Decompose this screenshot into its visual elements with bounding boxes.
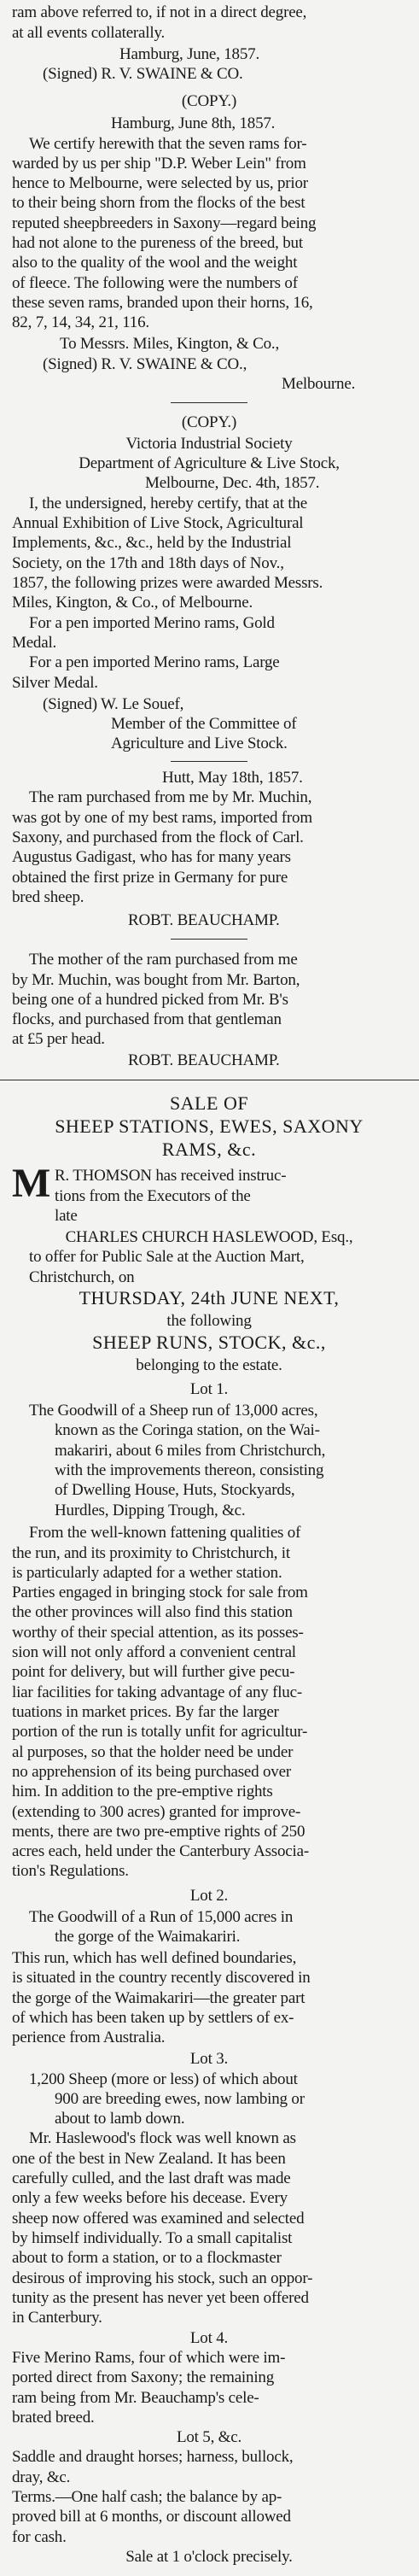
text-line: This run, which has well defined boundaries, bbox=[12, 1949, 297, 1967]
text-line: to offer for Public Sale at the Auction Mart, bbox=[29, 1248, 305, 1266]
text-line: Member of the Committee of bbox=[111, 715, 297, 733]
text-line: The Goodwill of a Run of 15,000 acres in bbox=[29, 1908, 294, 1926]
dateline: Hutt, May 18th, 1857. bbox=[162, 769, 303, 787]
signature-line: ROBT. BEAUCHAMP. bbox=[128, 1051, 280, 1069]
text-line: The ram purchased from me by Mr. Muchin, bbox=[29, 788, 312, 806]
text-line: was got by one of my best rams, imported from bbox=[12, 809, 312, 827]
text-line: Miles, Kington, & Co., of Melbourne. bbox=[12, 594, 253, 612]
text-line: of fleece. The following were the numbers of bbox=[12, 274, 298, 292]
text-line: 1857, the following prizes were awarded Messrs. bbox=[12, 574, 323, 592]
text-line: the gorge of the Waimakariri. bbox=[55, 1928, 241, 1946]
text-line: with the improvements thereon, consisting bbox=[55, 1461, 324, 1479]
text-line: Medal. bbox=[12, 634, 57, 652]
text-line: is situated in the country recently discovered in bbox=[12, 1969, 311, 1987]
lot-heading: Lot 2. bbox=[189, 1887, 229, 1905]
signature-line: ROBT. BEAUCHAMP. bbox=[128, 911, 280, 929]
text-line: I, the undersigned, hereby certify, that at the bbox=[29, 495, 307, 512]
text-line: obtained the first prize in Germany for pure bbox=[12, 869, 288, 887]
text-line: For a pen imported Merino rams, Gold bbox=[29, 614, 275, 632]
text-line: Saxony, and purchased from the flock of Carl. bbox=[12, 828, 304, 846]
text-line: carefully culled, and the last draft was made bbox=[12, 2169, 291, 2187]
text-line: flocks, and purchased from that gentleman bbox=[12, 1010, 282, 1028]
text-line: Department of Agriculture & Live Stock, bbox=[79, 454, 340, 472]
text-line: proved bill at 6 months, or discount allowed bbox=[12, 2508, 291, 2526]
text-line: 1,200 Sheep (more or less) of which about bbox=[29, 2070, 298, 2088]
text-line: Saddle and draught horses; harness, bullock, bbox=[12, 2448, 294, 2466]
text-line: these seven rams, branded upon their horns, 16, bbox=[12, 294, 313, 312]
text-line: For a pen imported Merino rams, Large bbox=[29, 653, 280, 671]
text-line: Parties engaged in bringing stock for sale from bbox=[12, 1584, 308, 1601]
text-line: about to lamb down. bbox=[55, 2110, 185, 2128]
copy-heading: (COPY.) bbox=[181, 92, 237, 110]
lot-heading: Lot 3. bbox=[189, 2050, 229, 2068]
text-line: R. THOMSON has received instruc- bbox=[55, 1167, 287, 1185]
text-line: the following bbox=[166, 1312, 252, 1330]
text-line: Christchurch, on bbox=[29, 1268, 135, 1286]
text-line: at £5 per head. bbox=[12, 1030, 105, 1048]
text-line: sion will not only afford a convenient central bbox=[12, 1643, 296, 1661]
copy-heading: (COPY.) bbox=[181, 413, 237, 431]
dateline: Melbourne, Dec. 4th, 1857. bbox=[145, 474, 320, 492]
lot-heading: Lot 5, &c. bbox=[176, 2428, 242, 2446]
text-line: late bbox=[55, 1207, 78, 1225]
separator-rule bbox=[171, 402, 247, 403]
text-line: him. In addition to the pre-emptive rights bbox=[12, 1783, 273, 1800]
dateline: Hamburg, June 8th, 1857. bbox=[111, 114, 276, 132]
text-line: point for delivery, but will further give pecu- bbox=[12, 1663, 295, 1681]
text-line: Society, on the 17th and 18th days of Nov., bbox=[12, 554, 284, 572]
text-line: al purposes, so that the holder need be under bbox=[12, 1743, 294, 1761]
text-line: about to form a station, or to a flockmaster bbox=[12, 2249, 282, 2267]
text-line: at all events collaterally. bbox=[12, 24, 166, 42]
text-line: Melbourne. bbox=[282, 375, 356, 393]
text-line: known as the Coringa station, on the Wai- bbox=[55, 1421, 320, 1439]
lot-heading: Lot 1. bbox=[189, 1380, 229, 1398]
lot-heading: Lot 4. bbox=[189, 2329, 229, 2347]
text-line: being one of a hundred picked from Mr. B's bbox=[12, 991, 288, 1009]
text-line: one of the best in New Zealand. It has been bbox=[12, 2150, 286, 2168]
text-line: 900 are breeding ewes, now lambing or bbox=[55, 2090, 305, 2108]
text-line: makariri, about 6 miles from Christchurch, bbox=[55, 1442, 326, 1460]
text-line: the run, and its proximity to Christchurch, it bbox=[12, 1544, 290, 1562]
text-line: To Messrs. Miles, Kington, & Co., bbox=[60, 335, 280, 353]
text-line: We certify herewith that the seven rams for- bbox=[29, 135, 307, 153]
text-line: hence to Melbourne, were selected by us, prior bbox=[12, 174, 308, 192]
text-line: had not alone to the pureness of the breed, but bbox=[12, 234, 303, 252]
sale-date: THURSDAY, 24th JUNE NEXT, bbox=[79, 1288, 340, 1308]
text-line: perience from Australia. bbox=[12, 2029, 166, 2046]
signature-line: (Signed) R. V. SWAINE & CO., bbox=[43, 355, 247, 373]
text-line: Hurdles, Dipping Trough, &c. bbox=[55, 1502, 246, 1519]
text-line: Victoria Industrial Society bbox=[125, 435, 293, 453]
text-line: brated breed. bbox=[12, 2409, 95, 2427]
text-line: ram being from Mr. Beauchamp's cele- bbox=[12, 2389, 259, 2407]
text-line: Terms.—One half cash; the balance by ap- bbox=[12, 2488, 282, 2506]
text-line: warded by us per ship "D.P. Weber Lein" from bbox=[12, 155, 306, 173]
sale-time: Sale at 1 o'clock precisely. bbox=[125, 2548, 293, 2566]
text-line: Implements, &c., &c., held by the Industrial bbox=[12, 534, 292, 552]
advert-headline: RAMS, &c. bbox=[161, 1139, 257, 1159]
text-line: the other provinces will also find this station bbox=[12, 1603, 293, 1621]
text-line: Augustus Gadigast, who has for many years bbox=[12, 848, 291, 866]
text-line: no apprehension of its being purchased over bbox=[12, 1763, 291, 1781]
text-line: tunity as the present has never yet been offered bbox=[12, 2289, 309, 2307]
text-line: Silver Medal. bbox=[12, 674, 98, 692]
text-line: Agriculture and Live Stock. bbox=[111, 735, 288, 752]
signature-line: (Signed) R. V. SWAINE & CO. bbox=[43, 65, 243, 83]
text-line: only a few weeks before his decease. Every bbox=[12, 2189, 288, 2207]
text-line: in Canterbury. bbox=[12, 2309, 102, 2327]
text-line: tion's Regulations. bbox=[12, 1862, 129, 1880]
text-line: tions from the Executors of the bbox=[55, 1187, 251, 1205]
text-line: ram above referred to, if not in a direct degree, bbox=[12, 3, 307, 21]
text-line: liar facilities for taking advantage of any fluc- bbox=[12, 1683, 302, 1701]
text-line: of Dwelling House, Huts, Stockyards, bbox=[55, 1481, 295, 1499]
text-line: to their being shorn from the flocks of the best bbox=[12, 194, 306, 212]
text-line: 82, 7, 14, 34, 21, 116. bbox=[12, 313, 149, 331]
text-line: ments, there are two pre-emptive rights of 250 bbox=[12, 1823, 306, 1841]
text-line: acres each, held under the Canterbury Associa- bbox=[12, 1842, 309, 1860]
text-line: also to the quality of the wool and the weight bbox=[12, 254, 298, 272]
text-line: (extending to 300 acres) granted for improve- bbox=[12, 1803, 301, 1821]
text-line: reputed sheepbreeders in Saxony—regard being bbox=[12, 214, 317, 232]
text-line: of which has been taken up by settlers of ex- bbox=[12, 2009, 294, 2027]
text-line: Annual Exhibition of Live Stock, Agricultural bbox=[12, 514, 304, 532]
text-line: bred sheep. bbox=[12, 888, 84, 906]
signature-line: (Signed) W. Le Souef, bbox=[43, 695, 184, 713]
text-line: ported direct from Saxony; the remaining bbox=[12, 2368, 274, 2386]
advert-headline: SALE OF bbox=[169, 1093, 249, 1113]
advert-headline: SHEEP STATIONS, EWES, SAXONY bbox=[55, 1116, 364, 1136]
text-line: From the well-known fattening qualities of bbox=[29, 1524, 301, 1542]
text-line: by himself individually. To a small capitalist bbox=[12, 2229, 293, 2247]
advert-name: CHARLES CHURCH HASLEWOOD, Esq., bbox=[65, 1228, 353, 1246]
text-line: belonging to the estate. bbox=[136, 1356, 282, 1374]
separator-rule bbox=[171, 939, 247, 940]
separator-rule bbox=[171, 761, 247, 762]
text-line: The mother of the ram purchased from me bbox=[29, 951, 298, 969]
text-line: sheep now offered was examined and selected bbox=[12, 2210, 305, 2228]
advert-subhead: SHEEP RUNS, STOCK, &c., bbox=[92, 1332, 326, 1352]
text-line: by Mr. Muchin, was bought from Mr. Barton, bbox=[12, 971, 300, 989]
text-line: tuations in market prices. By far the larger bbox=[12, 1703, 279, 1721]
text-line: is particularly adapted for a wether station. bbox=[12, 1564, 282, 1582]
text-line: dray, &c. bbox=[12, 2468, 71, 2486]
text-line: Mr. Haslewood's flock was well known as bbox=[29, 2129, 296, 2147]
drop-cap: M bbox=[12, 1161, 51, 1206]
text-line: the gorge of the Waimakariri—the greater part bbox=[12, 1989, 306, 2007]
text-line: Five Merino Rams, four of which were im- bbox=[12, 2349, 286, 2367]
text-line: portion of the run is totally unfit for agricultur- bbox=[12, 1723, 308, 1741]
text-line: desirous of improving his stock, such an oppor- bbox=[12, 2269, 313, 2287]
text-line: for cash. bbox=[12, 2528, 67, 2546]
text-line: The Goodwill of a Sheep run of 13,000 acres, bbox=[29, 1402, 318, 1420]
text-line: worthy of their special attention, as its posses- bbox=[12, 1624, 304, 1642]
dateline: Hamburg, June, 1857. bbox=[119, 45, 259, 63]
